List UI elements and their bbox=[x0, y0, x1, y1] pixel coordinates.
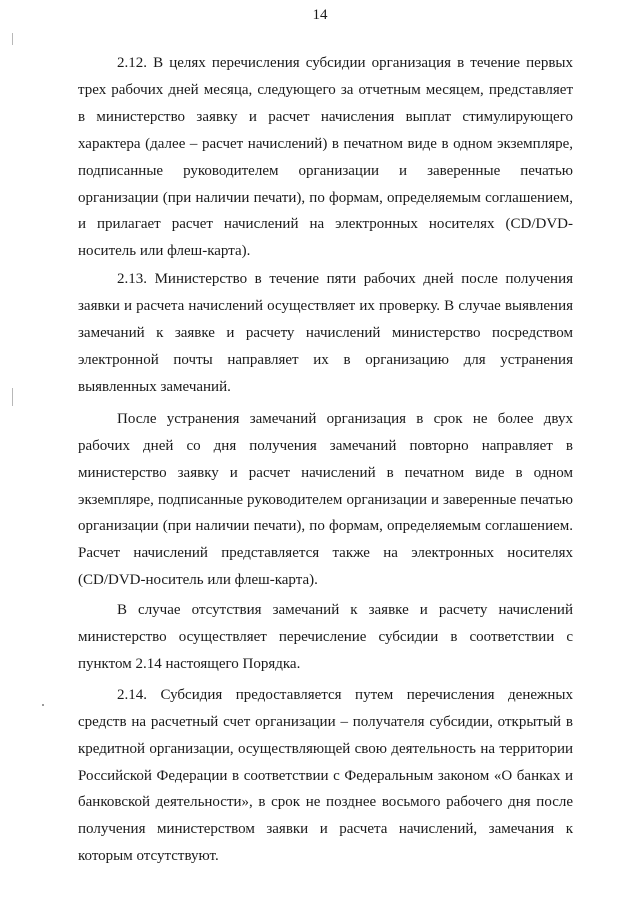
page-number: 14 bbox=[312, 7, 328, 23]
paragraph-after-correction: После устранения замечаний организация в срок не более двух рабочих дней со дня получения замечаний повторно направляет в министерство заявку и расчет начислений в печатном виде в одном экземпляре, подписанные руководителем организации и заверенные печатью организации (при наличии печати), по формам, определяемым соглашением. Расчет начислений представляется также на электронных носителях (CD/DVD-носитель или флеш-карта). bbox=[78, 410, 573, 589]
paragraph-2-13: 2.13. Министерство в течение пяти рабочих дней после получения заявки и расчета начислений осуществляет их проверку. В случае выявления замечаний к заявке и расчету начислений министерство посредством электронной почты направляет их в организацию для устранения выявленных замечаний. bbox=[78, 271, 573, 395]
paragraph-no-remarks: В случае отсутствия замечаний к заявке и расчету начислений министерство осуществляет перечисление субсидии в соответствии с пунктом 2.14 настоящего Порядка. bbox=[78, 602, 573, 672]
paragraph-2-14: 2.14. Субсидия предоставляется путем перечисления денежных средств на расчетный счет организации – получателя субсидии, открытый в кредитной организации, осуществляющей свою деятельность на территории Российской Федерации в соответствии с Федеральным законом «О банках и банковской деятельности», в срок не позднее восьмого рабочего дня после получения министерством заявки и расчета начислений, замечания к которым отсутствуют. bbox=[78, 686, 573, 865]
scan-margin-mark bbox=[12, 388, 13, 406]
scan-margin-mark bbox=[12, 33, 13, 45]
document-body bbox=[78, 50, 573, 870]
scan-dot bbox=[42, 704, 44, 706]
paragraph-2-12: 2.12. В целях перечисления субсидии организация в течение первых трех рабочих дней месяца, следующего за отчетным месяцем, представляет в министерство заявку и расчет начисления выплат стимулирующего характера (далее – расчет начислений) в печатном виде в одном экземпляре, подписанные руководителем организации и заверенные печатью организации (при наличии печати), по формам, определяемым соглашением, и прилагает расчет начислений на электронных носителях (CD/DVD-носитель или флеш-карта). bbox=[78, 55, 573, 260]
